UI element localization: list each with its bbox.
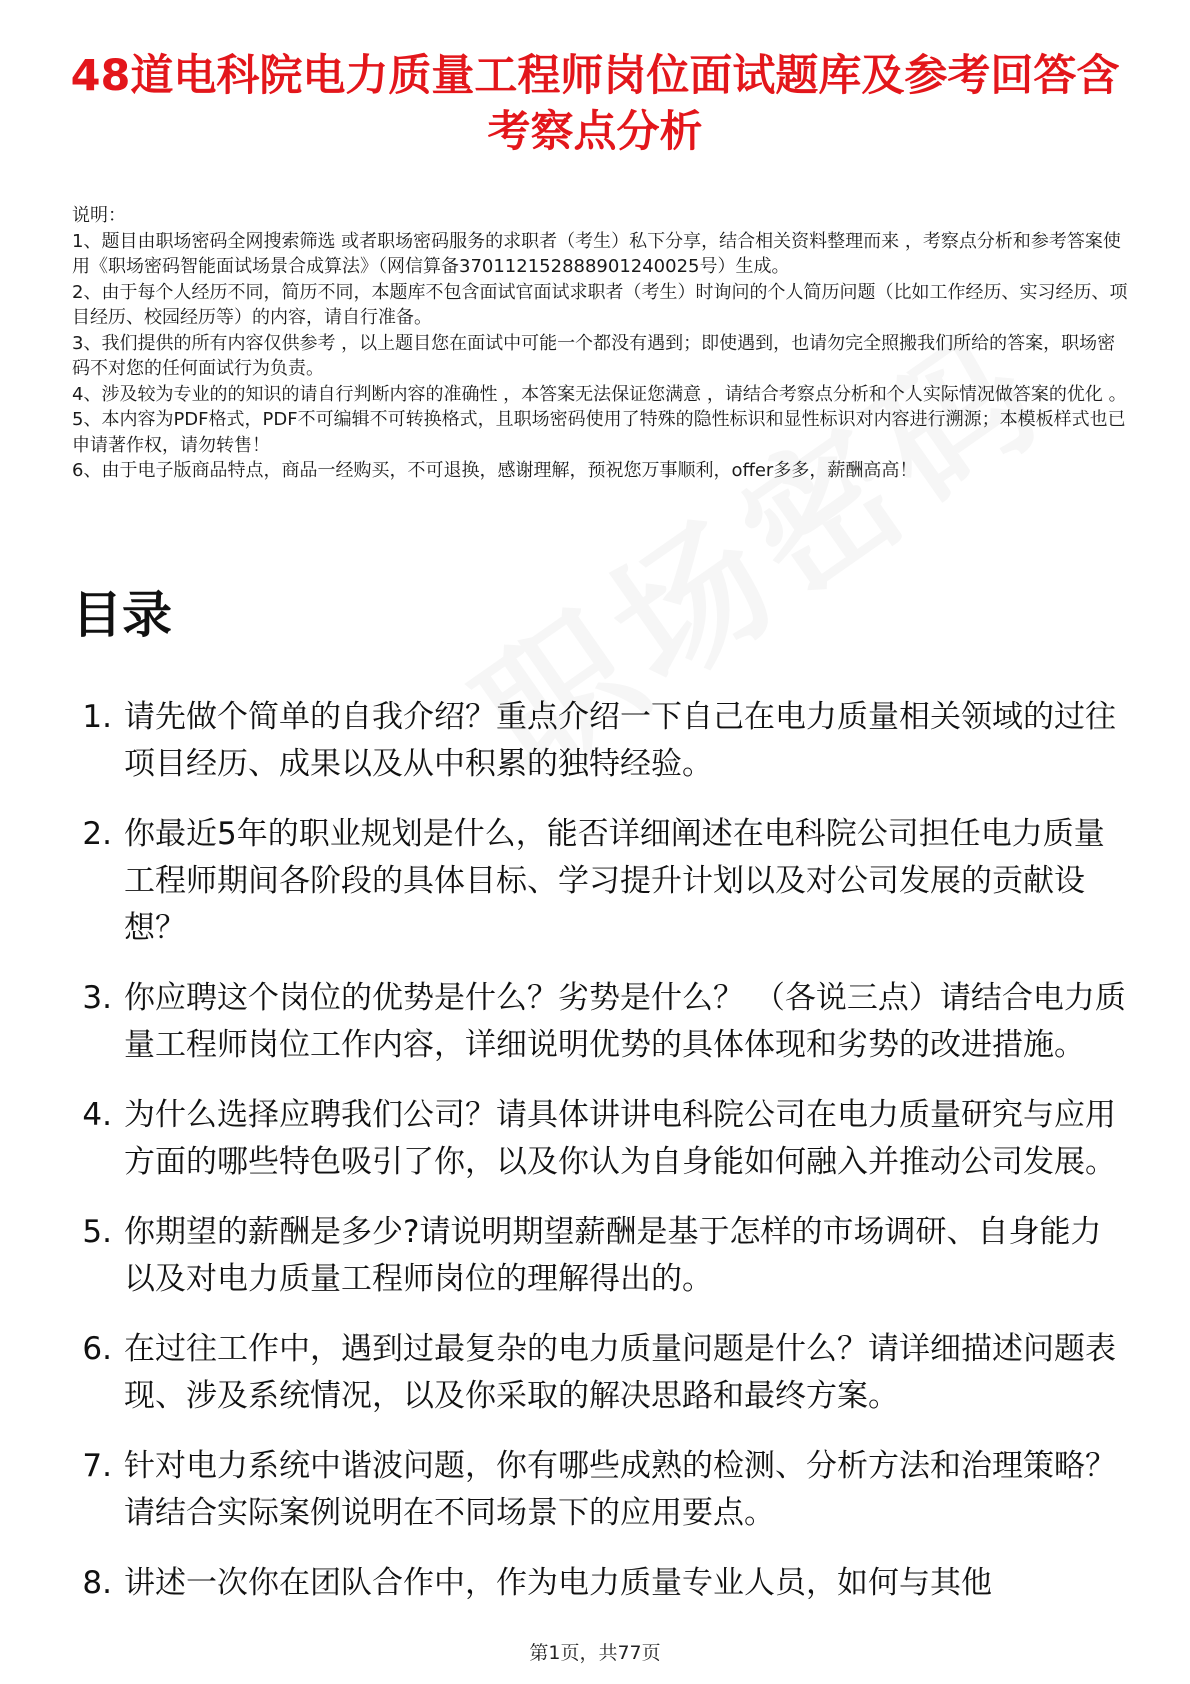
- toc-item-text: 为什么选择应聘我们公司？请具体讲讲电科院公司在电力质量研究与应用方面的哪些特色吸引了你，以及你认为自身能如何融入并推动公司发展。: [124, 1097, 1116, 1180]
- toc-item-number: 3.: [82, 980, 112, 1016]
- toc-item-text: 在过往工作中，遇到过最复杂的电力质量问题是什么？请详细描述问题表现、涉及系统情况，以及你采取的解决思路和最终方案。: [124, 1331, 1116, 1414]
- page-footer: 第1页，共77页: [529, 1642, 661, 1664]
- toc-item-number: 5.: [82, 1214, 112, 1250]
- toc-item-text: 你应聘这个岗位的优势是什么？劣势是什么？ （各说三点）请结合电力质量工程师岗位工作内容，详细说明优势的具体体现和劣势的改进措施。: [124, 980, 1126, 1063]
- note-item: 5、本内容为PDF格式，PDF不可编辑不可转换格式，且职场密码使用了特殊的隐性标识和显性标识对内容进行溯源；本模板样式也已申请著作权，请勿转售！: [72, 409, 1126, 456]
- toc-item-text: 你期望的薪酬是多少?请说明期望薪酬是基于怎样的市场调研、自身能力以及对电力质量工程师岗位的理解得出的。: [124, 1214, 1102, 1297]
- toc-item-number: 4.: [82, 1097, 112, 1133]
- toc-item-text: 你最近5年的职业规划是什么，能否详细阐述在电科院公司担任电力质量工程师期间各阶段的具体目标、学习提升计划以及对公司发展的贡献设想？: [124, 816, 1105, 946]
- toc-item[interactable]: [72, 1560, 1132, 1607]
- toc-item-number: 8.: [82, 1565, 112, 1601]
- toc-item-text: 针对电力系统中谐波问题，你有哪些成熟的检测、分析方法和治理策略？请结合实际案例说明在不同场景下的应用要点。: [124, 1448, 1116, 1531]
- toc-item[interactable]: [72, 1092, 1132, 1186]
- notes-section: [72, 203, 1130, 484]
- note-item: 6、由于电子版商品特点，商品一经购买，不可退换，感谢理解，预祝您万事顺利，offer多多，薪酬高高！: [72, 460, 918, 481]
- toc-item[interactable]: [72, 975, 1132, 1069]
- toc-item-number: 7.: [82, 1448, 112, 1484]
- note-item: 4、涉及较为专业的的知识的请自行判断内容的准确性 ，本答案无法保证您满意 ，请结合考察点分析和个人实际情况做答案的优化 。: [72, 383, 1127, 405]
- toc-heading: 目录: [72, 586, 172, 644]
- notes-heading: 说明：: [72, 205, 126, 226]
- toc-item-number: 1.: [82, 699, 112, 735]
- toc-item-text: 请先做个简单的自我介绍？重点介绍一下自己在电力质量相关领域的过往项目经历、成果以及从中积累的独特经验。: [124, 699, 1116, 782]
- toc-item[interactable]: [72, 811, 1132, 952]
- toc-item-number: 2.: [82, 816, 112, 852]
- note-item: 3、我们提供的所有内容仅供参考 ，以上题目您在面试中可能一个都没有遇到；即使遇到，也请勿完全照搬我们所给的答案，职场密码不对您的任何面试行为负责。: [72, 332, 1116, 379]
- toc-item-number: 6.: [82, 1331, 112, 1367]
- toc-list: [72, 694, 1132, 1630]
- note-item: 1、题目由职场密码全网搜索筛选 或者职场密码服务的求职者（考生）私下分享，结合相关资料整理而来 ，考察点分析和参考答案使用《职场密码智能面试场景合成算法》（网信算备370112152888901240025号）生成。: [72, 230, 1121, 277]
- toc-item[interactable]: [72, 1326, 1132, 1420]
- toc-item[interactable]: [72, 1443, 1132, 1537]
- toc-item-text: 讲述一次你在团队合作中，作为电力质量专业人员，如何与其他: [124, 1565, 992, 1601]
- toc-item[interactable]: [72, 694, 1132, 788]
- note-item: 2、由于每个人经历不同，简历不同，本题库不包含面试官面试求职者（考生）时询问的个人简历问题（比如工作经历、实习经历、项目经历、校园经历等）的内容，请自行准备。: [72, 281, 1128, 328]
- document-title: 48道电科院电力质量工程师岗位面试题库及参考回答含考察点分析: [70, 51, 1120, 157]
- toc-item[interactable]: [72, 1209, 1132, 1303]
